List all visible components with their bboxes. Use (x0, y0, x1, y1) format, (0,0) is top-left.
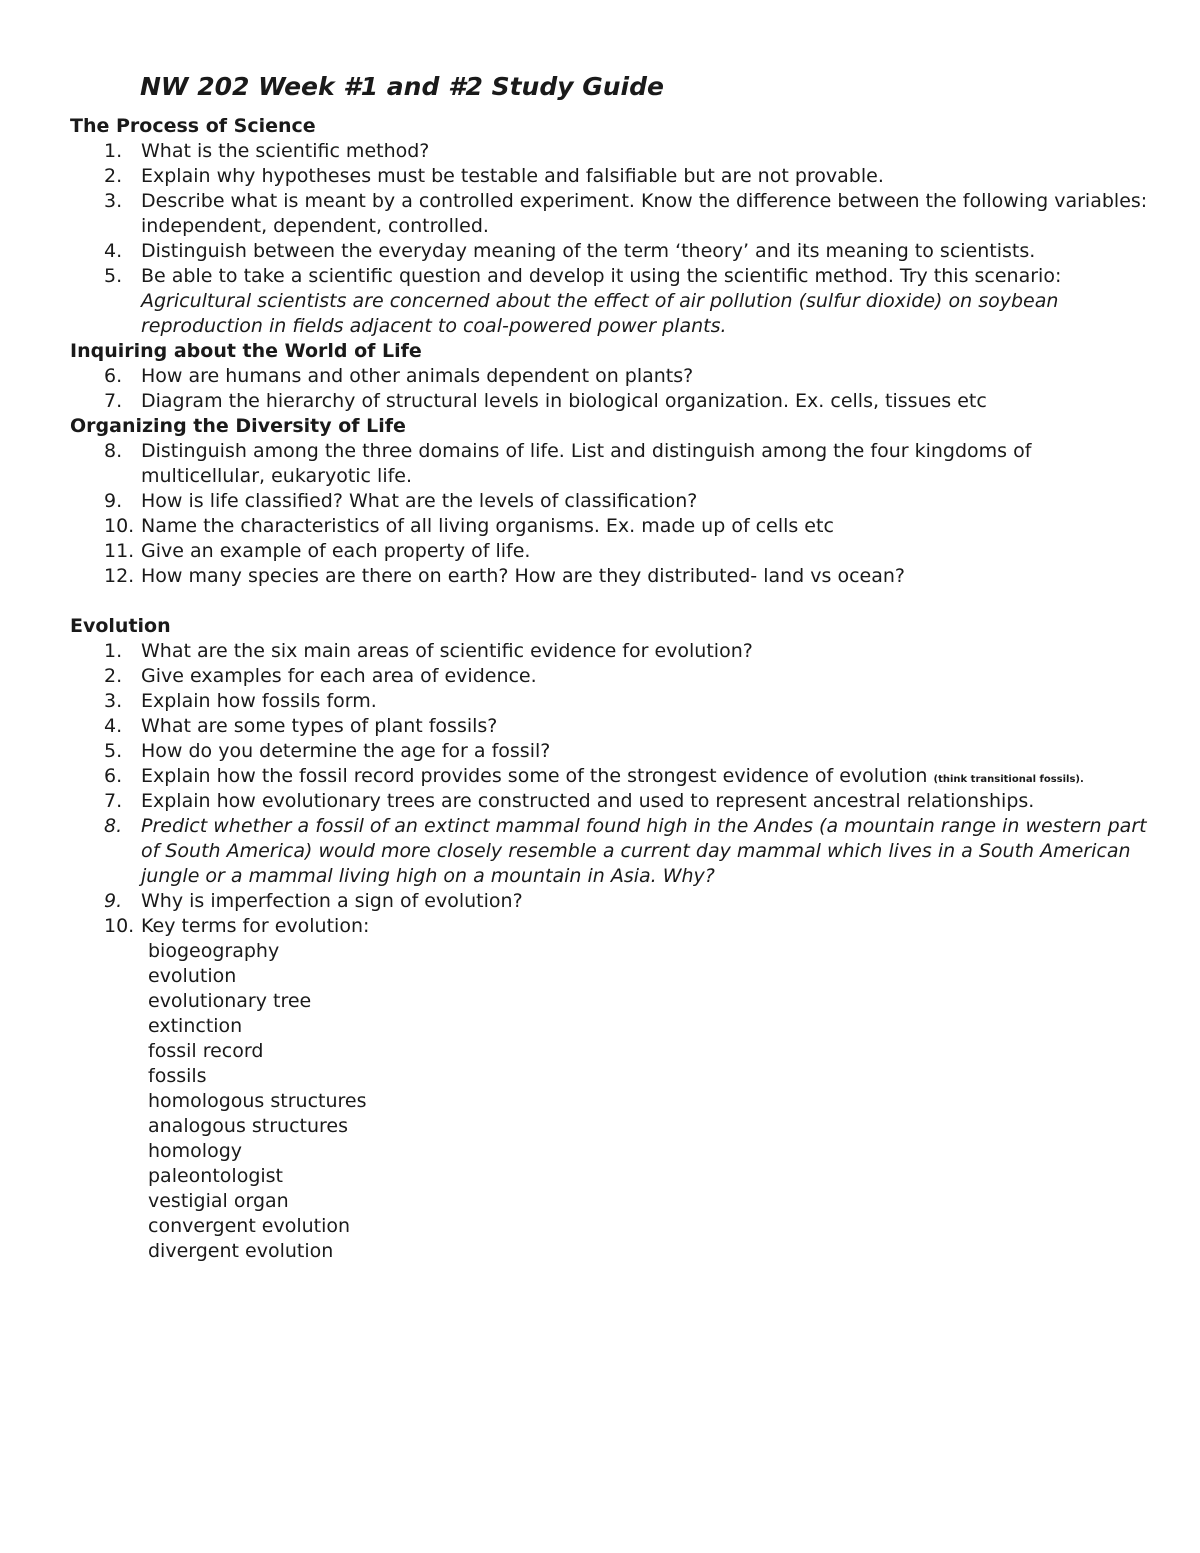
item-text: Explain how the fossil record provides some of the strongest evidence of evolution (141, 765, 934, 787)
item-number: 6. (104, 365, 123, 387)
world-of-life-list (70, 364, 1150, 414)
key-term: evolution (148, 965, 237, 987)
list-item (70, 564, 1150, 589)
scenario-text: Agricultural scientists are concerned about the effect of air pollution (sulfur dioxide) on soybean reproduction in fields adjacent to coal-powered power plants. (141, 290, 1059, 337)
list-item (70, 139, 1150, 164)
item-number: 1. (104, 640, 123, 662)
list-item (70, 489, 1150, 514)
document-title: NW 202 Week #1 and #2 Study Guide (140, 72, 664, 101)
item-number: 2. (104, 165, 123, 187)
item-number: 9. (104, 490, 123, 512)
item-text: Be able to take a scientific question and develop it using the scientific method. Try this scenario: (141, 265, 1062, 287)
key-term: extinction (148, 1015, 243, 1037)
key-term: paleontologist (148, 1165, 284, 1187)
list-item (70, 189, 1150, 239)
section-heading-world-of-life: Inquiring about the World of Life (70, 340, 422, 362)
item-number: 7. (104, 790, 123, 812)
key-term: homology (148, 1140, 243, 1162)
item-number: 11. (104, 540, 135, 562)
item-text: How is life classified? What are the levels of classification? (141, 490, 698, 512)
list-item (70, 739, 1150, 764)
item-text: Give an example of each property of life. (141, 540, 531, 562)
item-text: What is the scientific method? (141, 140, 430, 162)
item-text: What are some types of plant fossils? (141, 715, 498, 737)
key-term: vestigial organ (148, 1190, 289, 1212)
list-item (70, 364, 1150, 389)
item-text: Explain why hypotheses must be testable and falsifiable but are not provable. (141, 165, 884, 187)
item-number: 1. (104, 140, 123, 162)
item-number: 5. (104, 740, 123, 762)
item-number: 5. (104, 265, 123, 287)
list-item (70, 539, 1150, 564)
list-item (70, 639, 1150, 664)
key-term: analogous structures (148, 1115, 349, 1137)
item-number: 12. (104, 565, 135, 587)
key-term: fossil record (148, 1040, 264, 1062)
item-text: Why is imperfection a sign of evolution? (141, 890, 523, 912)
item-text: Give examples for each area of evidence. (141, 665, 537, 687)
list-item (70, 239, 1150, 264)
list-item (70, 789, 1150, 814)
study-guide-page (70, 70, 1150, 1264)
item-text: How many species are there on earth? How are they distributed- land vs ocean? (141, 565, 905, 587)
item-text: Distinguish between the everyday meaning of the term ‘theory’ and its meaning to scientists. (141, 240, 1036, 262)
item-number: 4. (104, 715, 123, 737)
list-item (70, 264, 1150, 339)
item-text: How are humans and other animals dependent on plants? (141, 365, 694, 387)
list-item (70, 514, 1150, 539)
item-text: Explain how evolutionary trees are constructed and used to represent ancestral relationships. (141, 790, 1035, 812)
list-item (70, 664, 1150, 689)
key-term: fossils (148, 1065, 207, 1087)
section-heading-process-of-science: The Process of Science (70, 115, 316, 137)
item-number: 4. (104, 240, 123, 262)
list-item (70, 439, 1150, 489)
item-text: Distinguish among the three domains of life. List and distinguish among the four kingdoms of multicellular, eukaryotic life. (141, 440, 1032, 487)
key-terms-list (70, 939, 1150, 1264)
list-item (70, 814, 1150, 889)
list-item (70, 764, 1150, 789)
section-heading-evolution: Evolution (70, 615, 171, 637)
list-item (70, 164, 1150, 189)
key-term: evolutionary tree (148, 990, 312, 1012)
item-number: 6. (104, 765, 123, 787)
item-number: 8. (104, 440, 123, 462)
item-text: Predict whether a fossil of an extinct mammal found high in the Andes (a mountain range in western part of South America) would more closely resemble a current day mammal which lives in a South American jungle or a mammal living high on a mountain in Asia. Why? (141, 815, 1147, 887)
item-number: 3. (104, 690, 123, 712)
item-text: Name the characteristics of all living organisms. Ex. made up of cells etc (141, 515, 834, 537)
list-item (70, 914, 1150, 939)
item-text: What are the six main areas of scientific evidence for evolution? (141, 640, 753, 662)
item-number: 8. (104, 815, 123, 837)
item-text: Key terms for evolution: (141, 915, 370, 937)
list-item (70, 889, 1150, 914)
item-number: 7. (104, 390, 123, 412)
item-text: Explain how fossils form. (141, 690, 377, 712)
key-term: divergent evolution (148, 1240, 334, 1262)
item-number: 9. (104, 890, 123, 912)
evolution-list (70, 639, 1150, 939)
item-text: Diagram the hierarchy of structural levels in biological organization. Ex. cells, tissues etc (141, 390, 987, 412)
list-item (70, 389, 1150, 414)
item-text: How do you determine the age for a fossil? (141, 740, 551, 762)
process-of-science-list (70, 139, 1150, 339)
section-heading-diversity-of-life: Organizing the Diversity of Life (70, 415, 406, 437)
key-term: biogeography (148, 940, 280, 962)
item-text: Describe what is meant by a controlled experiment. Know the difference between the following variables: independent, dependent, controlled. (141, 190, 1148, 237)
item-number: 10. (104, 515, 135, 537)
key-term: convergent evolution (148, 1215, 351, 1237)
item-number: 10. (104, 915, 135, 937)
list-item (70, 689, 1150, 714)
diversity-of-life-list (70, 439, 1150, 589)
list-item (70, 714, 1150, 739)
key-term: homologous structures (148, 1090, 367, 1112)
item-number: 2. (104, 665, 123, 687)
item-note: (think transitional fossils). (933, 774, 1084, 785)
item-number: 3. (104, 190, 123, 212)
